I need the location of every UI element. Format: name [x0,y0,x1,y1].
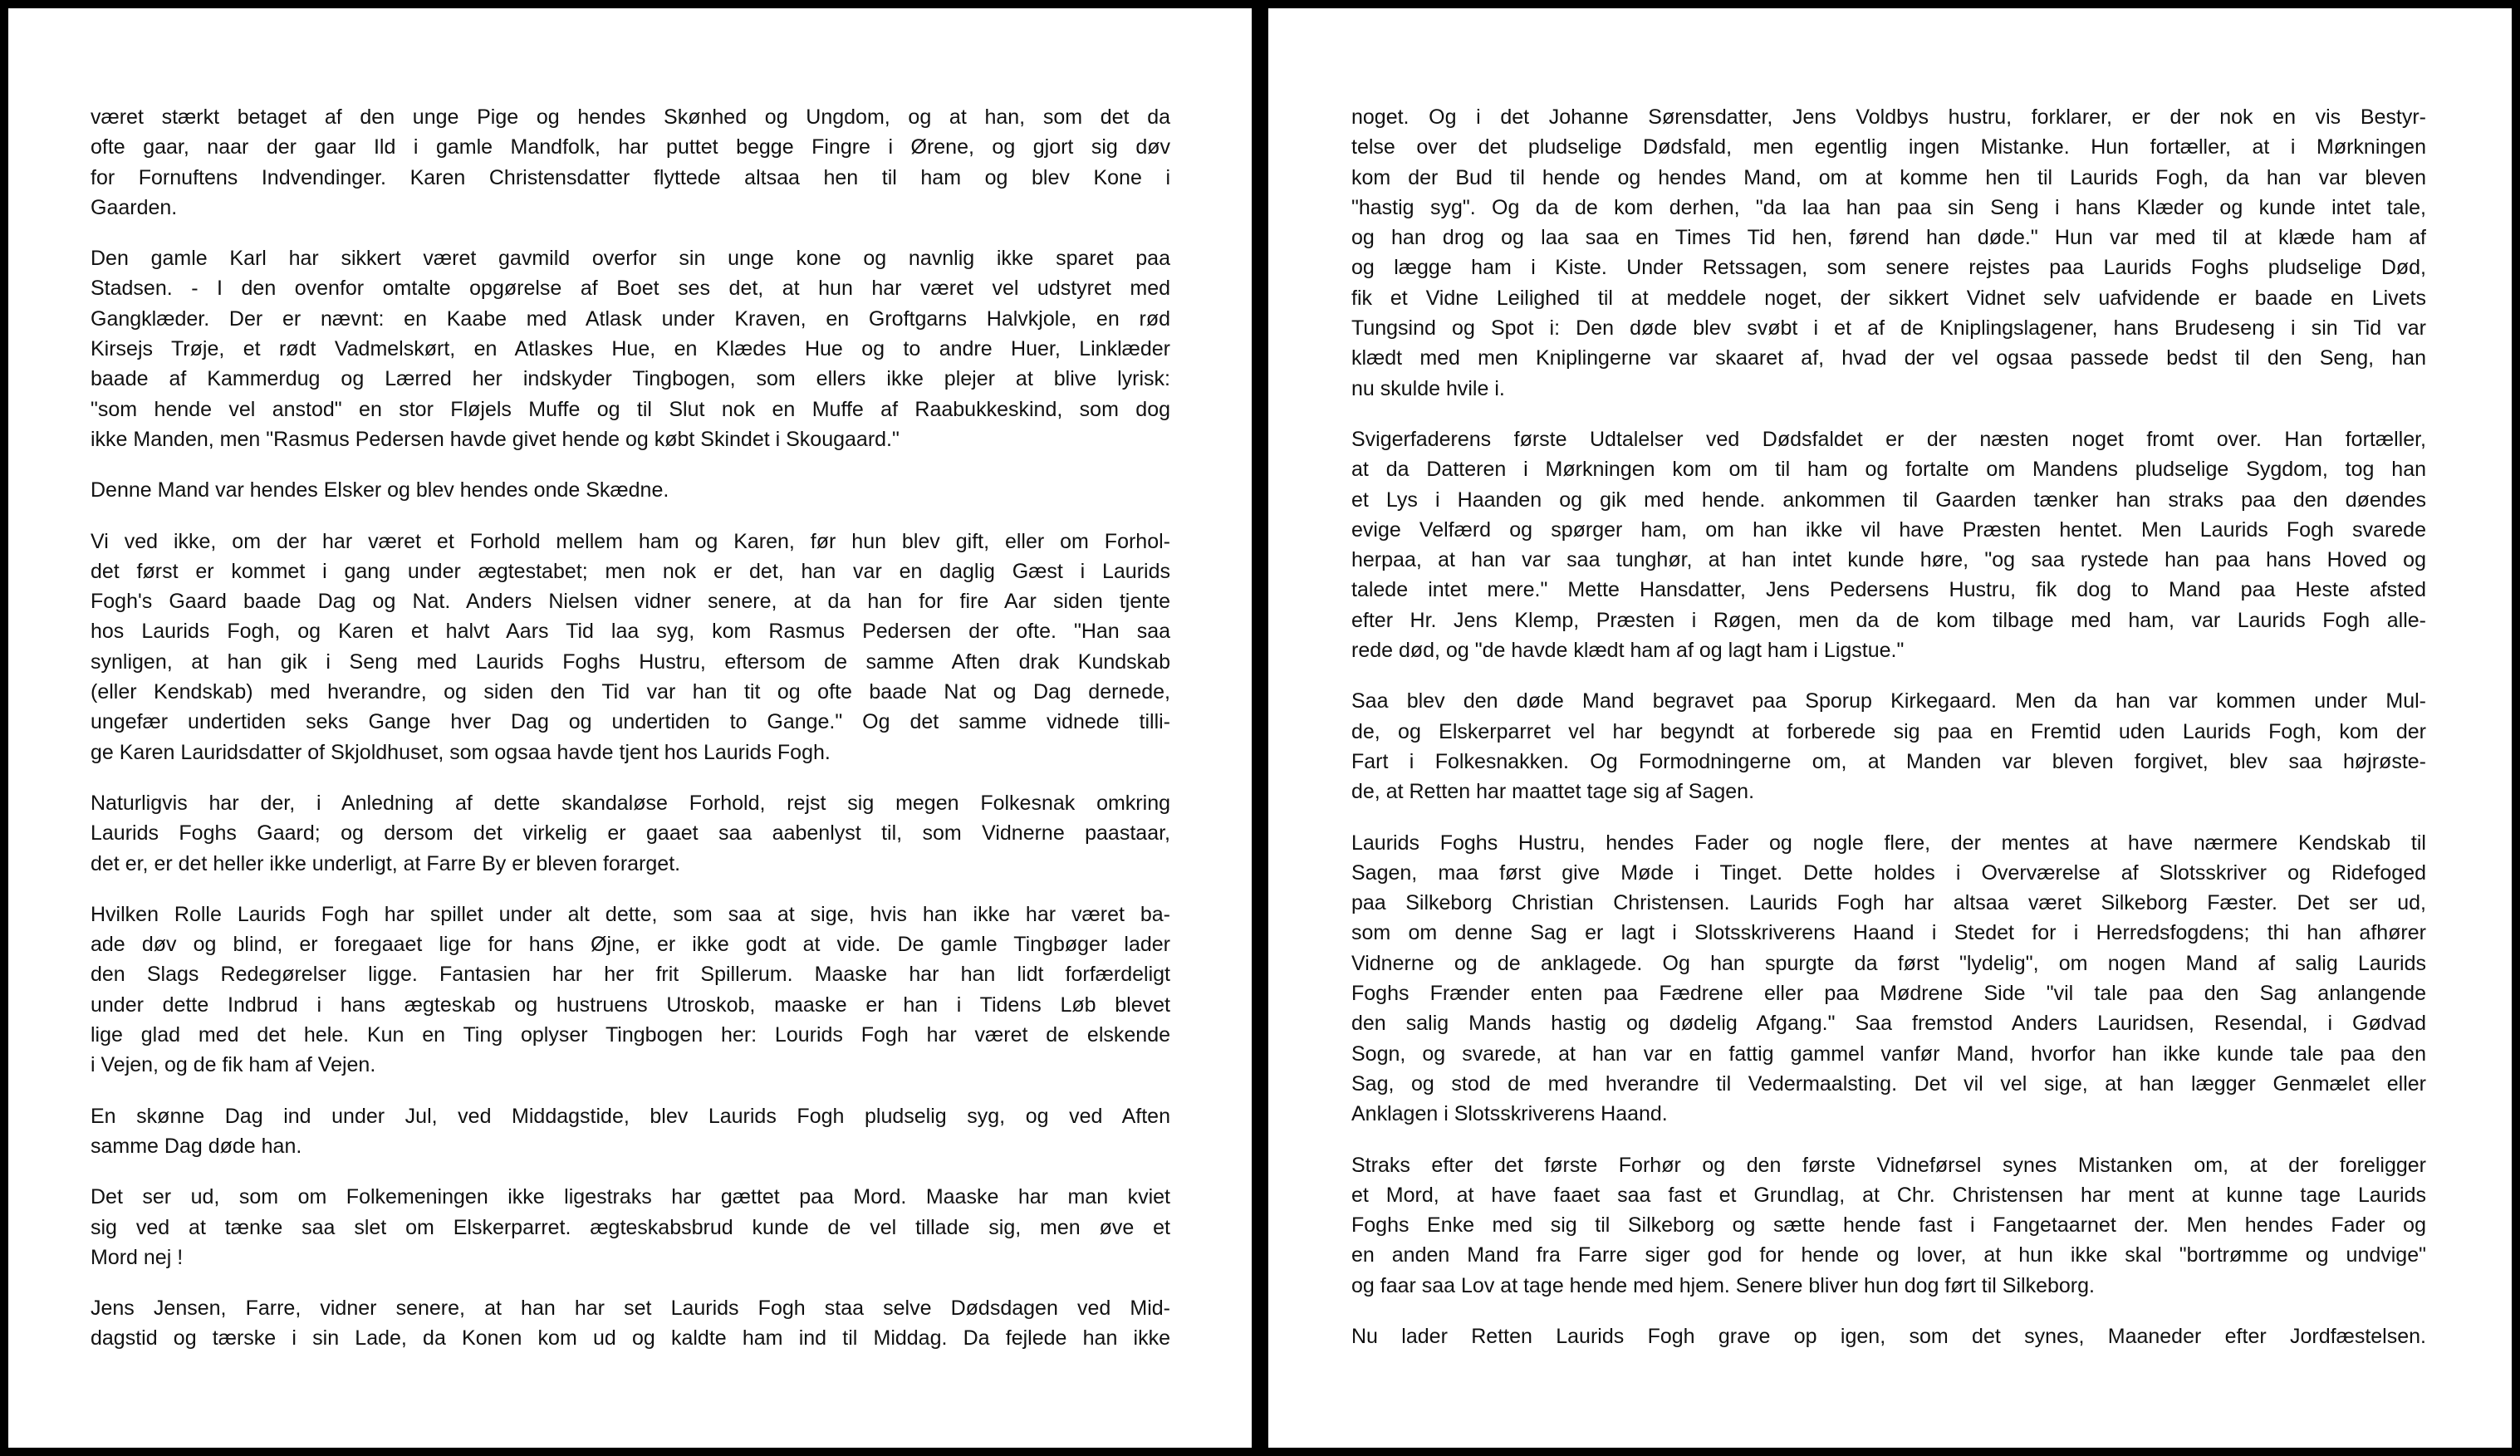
text-line: Laurids Foghs Gaard; og dersom det virkelig er gaaet saa aabenlyst til, som Vidnerne paastaar, [91,821,1170,846]
text-line: det er, er det heller ikke underligt, at Farre By er bleven forarget. [91,851,681,875]
text-line: Fart i Folkesnakken. Og Formodningerne om, at Manden var bleven forgivet, blev saa højrøste- [1351,749,2426,773]
text-line: En skønne Dag ind under Jul, ved Middagstide, blev Laurids Fogh pludselig syg, og ved Aften [91,1104,1170,1128]
text-line: for Fornuftens Indvendinger. Karen Christensdatter flyttede altsaa hen til ham og blev Kone i [91,165,1170,189]
paragraph [91,475,1170,505]
paragraph [1351,1321,2426,1351]
text-line: telse over det pludselige Dødsfald, men egentlig ingen Mistanke. Hun fortæller, at i Mørkningen [1351,135,2426,159]
text-line: Foghs Enke med sig til Silkeborg og sætte hende fast i Fangetaarnet der. Men hendes Fader og [1351,1213,2426,1238]
text-line: talede intet mere." Mette Hansdatter, Jens Pedersens Hustru, fik dog to Mand paa Heste afsted [1351,578,2426,602]
text-line: Denne Mand var hendes Elsker og blev hendes onde Skædne. [91,478,669,502]
text-line: Vi ved ikke, om der har været et Forhold mellem ham og Karen, før hun blev gift, eller om Forhol- [91,529,1170,553]
text-line: det først er kommet i gang under ægtestabet; men nok er det, han var en daglig Gæst i Laurids [91,559,1170,583]
text-line: "som hende vel anstod" en stor Fløjels Muffe og til Slut nok en Muffe af Raabukkeskind, som dog [91,397,1170,421]
text-line: under dette Indbrud i hans ægteskab og hustruens Utroskob, maaske er han i Tidens Løb blevet [91,993,1170,1017]
paragraph [91,1293,1170,1354]
text-line: at da Datteren i Mørkningen kom om til ham og fortalte om Mandens pludselige Sygdom, tog han [1351,458,2426,482]
text-line: ade døv og blind, er foregaaet lige for hans Øjne, er ikke godt at vide. De gamle Tingbøger lader [91,933,1170,957]
paragraph [91,527,1170,767]
text-line: samme Dag døde han. [91,1134,302,1158]
paragraph [91,1182,1170,1272]
text-line: Gaarden. [91,195,178,219]
text-line: evige Velfærd og spørger ham, om han ikke vil have Præsten hentet. Men Laurids Fogh svarede [1351,517,2426,542]
text-line: Straks efter det første Forhør og den første Vidneførsel synes Mistanken om, at der foreligger [1351,1153,2426,1177]
text-line: rede død, og "de havde klædt ham af og lagt ham i Ligstue." [1351,639,1905,663]
text-line: fik et Vidne Leilighed til at meddele noget, der sikkert Vidnet selv uafvidende er baade en Livets [1351,286,2426,310]
text-line: Nu lader Retten Laurids Fogh grave op igen, som det synes, Maaneder efter Jordfæstelsen. [1351,1324,2426,1348]
text-line: Anklagen i Slotsskriverens Haand. [1351,1102,1668,1126]
text-line: Jens Jensen, Farre, vidner senere, at han har set Laurids Fogh staa selve Dødsdagen ved Mid- [91,1297,1170,1321]
text-line: og han drog og laa saa en Times Tid hen, førend han døde." Hun var med til at klæde ham af [1351,226,2426,250]
text-line: ofte gaar, naar der gaar Ild i gamle Mandfolk, har puttet begge Fingre i Ørene, og gjort sig døv [91,135,1170,159]
text-line: hos Laurids Fogh, og Karen et halvt Aars Tid laa syg, kom Rasmus Pedersen der ofte. "Han saa [91,620,1170,644]
paragraph [91,102,1170,223]
text-line: klædt med men Kniplingerne var skaaret af, hvad der vel ogsaa passede bedst til den Seng, han [1351,346,2426,370]
text-line: noget. Og i det Johanne Sørensdatter, Jens Voldbys hustru, forklarer, er der nok en vis Bestyr- [1351,105,2426,129]
text-line: Hvilken Rolle Laurids Fogh har spillet under alt dette, som saa at sige, hvis han ikke har været ba- [91,902,1170,926]
text-line: baade af Kammerdug og Lærred her indskyder Tingbogen, som ellers ikke plejer at blive lyrisk: [91,367,1170,391]
text-line: nu skulde hvile i. [1351,376,1505,400]
text-line: som om denne Sag er lagt i Slotsskriverens Haand i Stedet for i Herredsfogdens; thi han afhører [1351,921,2426,945]
text-line: ungefær undertiden seks Gange hver Dag og undertiden to Gange." Og det samme vidnede tilli- [91,710,1170,734]
text-line: de, og Elskerparret vel har begyndt at forberede sig paa en Fremtid uden Laurids Fogh, kom der [1351,719,2426,743]
text-line: ikke Manden, men "Rasmus Pedersen havde givet hende og købt Skindet i Skougaard." [91,427,900,451]
text-line: Kirsejs Trøje, et rødt Vadmelskørt, en Atlaskes Hue, en Klædes Hue og to andre Huer, Linklæder [91,337,1170,361]
paragraph [91,900,1170,1081]
left-page [8,8,1252,1448]
paragraph [1351,102,2426,404]
text-line: sig ved at tænke saa slet om Elskerparret. ægteskabsbrud kunde de vel tillade sig, men øve et [91,1215,1170,1239]
text-line: Gangklæder. Der er nævnt: en Kaabe med Atlask under Kraven, en Groftgarns Halvkjole, en rød [91,306,1170,331]
text-line: (eller Kendskab) med hverandre, og siden den Tid var han tit og ofte baade Nat og Dag dernede, [91,680,1170,704]
paragraph [91,788,1170,879]
text-line: den Slags Redegørelser ligge. Fantasien har her frit Spillerum. Maaske har han lidt forfærdeligt [91,963,1170,987]
text-line: paa Silkeborg Christian Christensen. Laurids Fogh har altsaa været Silkeborg Fæster. Det ser ud, [1351,891,2426,915]
paragraph [1351,686,2426,806]
text-line: Fogh's Gaard baade Dag og Nat. Anders Nielsen vidner senere, at da han for fire Aar siden tjente [91,590,1170,614]
text-line: i Vejen, og de fik ham af Vejen. [91,1053,376,1077]
text-line: Vidnerne og de anklagede. Og han spurgte da først "lydelig", om nogen Mand af salig Laurids [1351,951,2426,975]
text-line: Laurids Foghs Hustru, hendes Fader og nogle flere, der mentes at have nærmere Kendskab til [1351,831,2426,855]
text-line: et Mord, at have faaet saa fast et Grundlag, at Chr. Christensen har ment at kunne tage Laurids [1351,1183,2426,1207]
text-line: de, at Retten har maattet tage sig af Sagen. [1351,780,1755,804]
text-line: Tungsind og Spot i: Den døde blev svøbt i et af de Kniplingslagener, hans Brudeseng i sin Tid var [1351,316,2426,341]
text-line: Den gamle Karl har sikkert været gavmild overfor sin unge kone og navnlig ikke sparet paa [91,247,1170,271]
text-line: Sagen, maa først give Møde i Tinget. Dette holdes i Overværelse af Slotsskriver og Ridefoged [1351,860,2426,885]
paragraph [1351,1150,2426,1301]
text-line: synligen, at han gik i Seng med Laurids Foghs Hustru, eftersom de samme Aften drak Kundskab [91,650,1170,674]
text-line: Mord nej ! [91,1245,184,1269]
text-line: Foghs Frænder enten paa Fædrene eller paa Mødrene Side "vil tale paa den Sag anlangende [1351,982,2426,1006]
paragraph [91,1101,1170,1162]
right-page [1268,8,2512,1448]
text-line: lige glad med det hele. Kun en Ting oplyser Tingbogen her: Lourids Fogh har været de elskende [91,1023,1170,1047]
text-line: kom der Bud til hende og hendes Mand, om at komme hen til Laurids Fogh, da han var bleven [1351,165,2426,189]
paragraph [91,243,1170,454]
text-line: Svigerfaderens første Udtalelser ved Dødsfaldet er der næsten noget fromt over. Han fortæller, [1351,427,2426,451]
text-line: og lægge ham i Kiste. Under Retssagen, som senere rejstes paa Laurids Foghs pludselige Død, [1351,256,2426,280]
text-line: Naturligvis har der, i Anledning af dette skandaløse Forhold, rejst sig megen Folkesnak omkring [91,791,1170,815]
text-line: den salig Mands hastig og dødelig Afgang." Saa fremstod Anders Lauridsen, Resendal, i Gødvad [1351,1012,2426,1036]
text-line: herpaa, at han var saa tunghør, at han intet kunde høre, "og saa rystede han paa hans Hoved og [1351,548,2426,572]
text-line: Det ser ud, som om Folkemeningen ikke ligestraks har gættet paa Mord. Maaske har man kviet [91,1185,1170,1209]
text-line: været stærkt betaget af den unge Pige og hendes Skønhed og Ungdom, og at han, som det da [91,105,1170,129]
text-line: Stadsen. - I den ovenfor omtalte opgørelse af Boet ses det, at hun har været vel udstyret med [91,277,1170,301]
text-line: Sag, og stod de med hverandre til Vedermaalsting. Det vil vel sige, at han lægger Genmælet eller [1351,1071,2426,1096]
paragraph [1351,828,2426,1130]
text-line: et Lys i Haanden og gik med hende. ankommen til Gaarden tænker han straks paa den døendes [1351,488,2426,512]
text-line: ge Karen Lauridsdatter of Skjoldhuset, som ogsaa havde tjent hos Laurids Fogh. [91,740,831,764]
paragraph [1351,424,2426,665]
text-line: dagstid og tærske i sin Lade, da Konen kom ud og kaldte ham ind til Middag. Da fejlede han ikke [91,1326,1170,1351]
text-line: og faar saa Lov at tage hende med hjem. Senere bliver hun dog ført til Silkeborg. [1351,1273,2095,1297]
text-line: Sogn, og svarede, at han var en fattig gammel vanfør Mand, hvorfor han ikke kunde tale paa den [1351,1042,2426,1066]
text-line: efter Hr. Jens Klemp, Præsten i Røgen, men da de kom tilbage med ham, var Laurids Fogh alle- [1351,608,2426,632]
text-line: Saa blev den døde Mand begravet paa Sporup Kirkegaard. Men da han var kommen under Mul- [1351,689,2426,713]
text-line: en anden Mand fra Farre siger god for hende og lover, at hun ikke skal "bortrømme og undvige" [1351,1243,2426,1267]
text-line: "hastig syg". Og da de kom derhen, "da laa han paa sin Seng i hans Klæder og kunde intet tale, [1351,195,2426,219]
